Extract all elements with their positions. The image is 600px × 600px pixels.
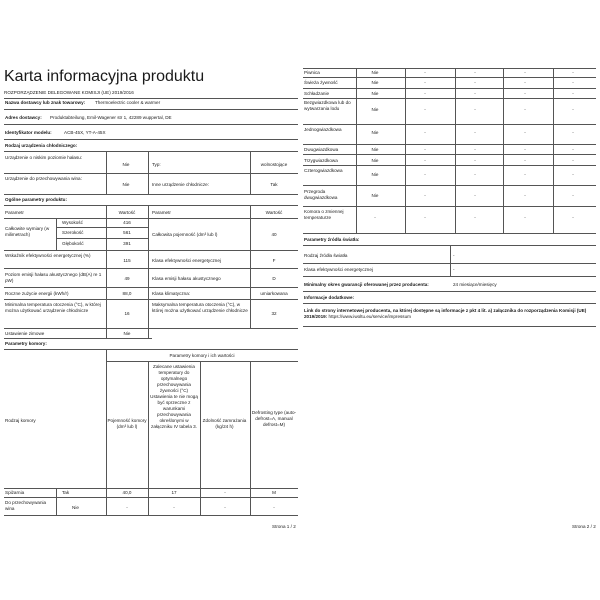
compartment-heading: Parametry komory: xyxy=(5,341,47,346)
annual-value: 88,0 xyxy=(122,291,132,296)
type-value: wolnostojące xyxy=(260,162,288,167)
height-label: Wysokość xyxy=(62,220,83,225)
max-temp-value: 32 xyxy=(271,311,277,316)
regulation-text: ROZPORZĄDZENIE DELEGOWANE KOMISJI (UE) 2019/2016 xyxy=(4,90,134,95)
supplier-value: Thermoelectric cooler & warmer xyxy=(95,100,161,105)
eei-value: 115 xyxy=(123,258,131,263)
depth-value: 391 xyxy=(123,241,131,246)
width-label: Szerokość xyxy=(62,230,84,235)
link-value[interactable]: https://www.iwoltu.eu/service/impressum xyxy=(328,314,411,319)
annual-label: Roczne zużycie energii (kWh/r) xyxy=(5,291,69,296)
model-label: Identyfikator modelu: xyxy=(5,130,52,135)
page2-footer: Strona 2 / 2 xyxy=(572,524,596,529)
eei-label: Wskaźnik efektywności energetycznej (%) xyxy=(5,253,91,258)
energy-class-value: F xyxy=(272,258,276,263)
warranty-value: 24 miesiące/miesięcy xyxy=(453,282,497,287)
climate-label: Klasa klimatyczna: xyxy=(152,291,191,296)
type-label: Typ: xyxy=(152,162,161,167)
type-heading: Rodzaj urządzenia chłodniczego: xyxy=(5,143,78,148)
depth-label: Głębokość xyxy=(62,241,84,246)
light-heading: Parametry źródła światła: xyxy=(304,237,360,242)
compartment-type-label: Rodzaj komory xyxy=(5,418,36,423)
general-heading: Ogólne parametry produktu: xyxy=(5,197,68,202)
winter-label: Ustawienie zimowe xyxy=(5,331,45,336)
other-value: Tak xyxy=(270,182,278,187)
volume-col-header: Pojemność komory (dm³ lub l) xyxy=(107,418,147,429)
light-class-value: - xyxy=(453,267,455,272)
col-value-2: Wartość xyxy=(265,210,283,215)
col-value-1: Wartość xyxy=(118,210,136,215)
low-noise-value: Nie xyxy=(122,162,130,167)
defrost-col-header: Defrosting type (auto-defrost=A, manual defrost=M) xyxy=(251,410,297,427)
dims-label: Całkowite wymiary (w milimetrach) xyxy=(5,226,50,237)
wine-value: Nie xyxy=(122,182,130,187)
low-noise-label: Urządzenie o niskim poziomie hałasu: xyxy=(5,155,83,160)
other-label: Inne urządzenie chłodnicze: xyxy=(152,182,209,187)
col-param-2: Parametr xyxy=(152,210,171,215)
winter-value: Nie xyxy=(123,331,131,336)
page-title: Karta informacyjna produktu xyxy=(4,68,205,85)
model-value: ACB-45X, YT-A-45X xyxy=(64,130,106,135)
light-class-label: Klasa efektywności energetycznej xyxy=(304,267,373,272)
col-param-1: Parametr xyxy=(5,210,24,215)
freezing-col-header: Zdolność zamrażania (kg/24 h) xyxy=(202,418,247,429)
light-type-value: - xyxy=(453,253,455,258)
noise-label: Poziom emisji hałasu akustycznego (dB(A) re 1 pW) xyxy=(5,272,102,283)
energy-class-label: Klasa efektywności energetycznej xyxy=(152,258,221,263)
address-value: Produktabteilung, Emil-Wagener str 1, 42289 wuppertal, DE xyxy=(50,115,172,120)
noise-class-value: D xyxy=(272,276,276,281)
warranty-label: Minimalny okres gwarancji oferowanej przez producenta: xyxy=(304,282,429,287)
extra-heading: Informacje dodatkowe: xyxy=(304,295,355,300)
total-volume-label: Całkowita pojemność (dm³ lub l) xyxy=(152,232,218,237)
total-volume-value: 40 xyxy=(271,232,277,237)
address-label: Adres dostawcy: xyxy=(5,115,42,120)
min-temp-value: 16 xyxy=(124,311,130,316)
supplier-label: Nazwa dostawcy lub znak towarowy: xyxy=(5,100,86,105)
light-type-label: Rodzaj źródła światła xyxy=(304,253,348,258)
page1-footer: Strona 1 / 2 xyxy=(272,524,296,529)
compartment-params-heading: Parametry komory i ich wartości xyxy=(169,353,235,358)
noise-class-label: Klasa emisji hałasu akustycznego xyxy=(152,276,221,281)
link-label: Link do strony internetowej producenta, na której dostępne są informacje z pkt 4 lit. a) załącznika do rozporządzenia Komisji (UE) 2019/2019: xyxy=(304,308,587,319)
min-temp-label: Minimalna temperatura otoczenia (°C), w której można użytkować urządzenie chłodnicze xyxy=(5,302,101,313)
width-value: 561 xyxy=(123,230,131,235)
max-temp-label: Maksymalna temperatura otoczenia (°C), w której można użytkować urządzenie chłodnicze xyxy=(152,302,248,313)
wine-label: Urządzenie do przechowywania wina: xyxy=(5,176,82,181)
link-block xyxy=(304,308,594,320)
height-value: 416 xyxy=(123,220,131,225)
climate-value: umiarkowana xyxy=(260,291,288,296)
recommended-col-header: Zalecane ustawienia temperatury do optymalnego przechowywania żywności (°C) Ustawienia te nie mogą być sprzeczne z warunkami przechowywania określonymi w załączniku IV tabela 3. xyxy=(150,364,198,429)
noise-value: 49 xyxy=(124,276,130,281)
